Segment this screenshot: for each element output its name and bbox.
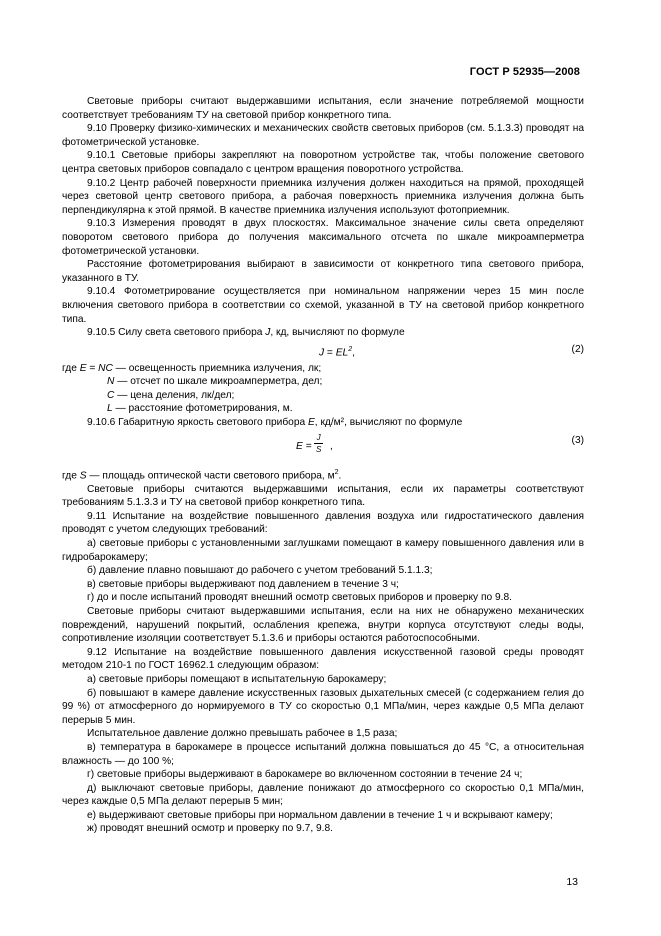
list-item: в) световые приборы выдерживают под давлением в течение 3 ч; — [87, 578, 399, 590]
legend-line: C — цена деления, лк/дел; — [107, 389, 235, 401]
paragraph: Световые приборы считают выдержавшими испытания, если на них не обнаружено механических повреждений, нарушений покрытий, ослабления крепежа, внутри корпуса отсутствуют следы воды, сопротивление изоляции соответствует 5.1.3.6 и приборы остаются работоспособными. — [62, 605, 584, 645]
list-item: д) выключают световые приборы, давление понижают до атмосферного со скоростью 0,1 МПа/мин, через каждые 0,5 МПа делают перерыв 5 мин; — [62, 782, 584, 808]
formula-number: (2) — [571, 343, 584, 355]
page-header: ГОСТ Р 52935—2008 — [469, 66, 580, 78]
legend-line: где E = NC — освещенность приемника излучения, лк; — [62, 362, 322, 374]
fraction: $\frac{J}{S}$ — [316, 432, 322, 454]
list-item: е) выдерживают световые приборы при нормальном давлении в течение 1 ч и вскрывают камеру; — [87, 809, 553, 821]
legend-line: где S — площадь оптической части светового прибора, $м^2$. — [62, 468, 342, 482]
paragraph: 9.11 Испытание на воздействие повышенного давления воздуха или гидростатического давления проводят с учетом следующих требований: — [62, 510, 584, 536]
formula-3: E = $\frac{J}{S}$ , (3) — [296, 432, 584, 454]
list-item: г) до и после испытаний проводят внешний осмотр световых приборов и проверку по 9.8. — [87, 592, 512, 604]
list-item: г) световые приборы выдерживают в барокамере во включенном состоянии в течение 24 ч; — [87, 769, 523, 781]
list-item: ж) проводят внешний осмотр и проверку по 9.7, 9.8. — [87, 823, 333, 835]
list-item: а) световые приборы с установленными заглушками помещают в камеру повышенного давления или в гидробарокамеру; — [62, 538, 584, 563]
formula-number: (3) — [571, 434, 584, 446]
paragraph: Световые приборы считают выдержавшими испытания, если значение потребляемой мощности соответствует требованиям ТУ на световой прибор конкретного типа. — [62, 96, 584, 121]
paragraph: 9.12 Испытание на воздействие повышенного давления искусственной газовой среды проводят методом 210-1 по ГОСТ 16962.1 следующим образом: — [62, 646, 584, 672]
document-body — [62, 95, 584, 836]
list-item: в) температура в барокамере в процессе испытаний должна повышаться до 45 °С, а относительная влажность — до 100 %; — [62, 741, 584, 767]
paragraph: 9.10.6 Габаритную яркость светового прибора E, кд/м², вычисляют по формуле — [87, 417, 463, 429]
legend-line: L — расстояние фотометрирования, м. — [107, 403, 293, 415]
paragraph: 9.10.2 Центр рабочей поверхности приемника излучения должен находиться на прямой, проходящей через световой центр светового прибора, а рабочая поверхность приемника излучения должна быть перпендикулярна к этой прямой. В качестве приемника излучения используют фотоприемник. — [62, 177, 584, 216]
legend-line: N — отсчет по шкале микроамперметра, дел; — [107, 376, 323, 388]
list-item: а) световые приборы помещают в испытательную барокамеру; — [87, 673, 387, 685]
paragraph: 9.10.1 Световые приборы закрепляют на поворотном устройстве так, чтобы положение светового центра световых приборов совпадало с центром вращения поворотного устройства. — [62, 150, 584, 175]
list-item: б) давление плавно повышают до рабочего с учетом требований 5.1.1.3; — [87, 565, 433, 577]
paragraph: 9.10.4 Фотометрирование осуществляется при номинальном напряжении через 15 мин после включения светового прибора в соответствии со схемой, указанной в ТУ на световой прибор конкретного типа. — [62, 286, 584, 325]
paragraph: 9.10.3 Измерения проводят в двух плоскостях. Максимальное значение силы света определяют поворотом светового прибора до получения максимального отсчета по шкале микроамперметра фотометрической установки. — [62, 218, 584, 257]
formula-2: $J = EL^2$, (2) — [319, 343, 584, 359]
paragraph: 9.10 Проверку физико-химических и механических свойств световых приборов (см. 5.1.3.3) проводят на фотометрической установке. — [62, 123, 584, 148]
paragraph: 9.10.5 Силу света светового прибора J, кд, вычисляют по формуле — [87, 327, 405, 339]
paragraph: Световые приборы считаются выдержавшими испытания, если их параметры соответствуют требованиям 5.1.3.3 и ТУ на световой прибор конкретного типа. — [62, 483, 584, 509]
list-item: б) повышают в камере давление искусственных газовых дыхательных смесей (с содержанием гелия до 99 %) от атмосферного до нормируемого в ТУ со скоростью 0,1 МПа/мин, через каждые 0,5 МПа делают перерыв 5 мин. — [62, 687, 584, 726]
page-number: 13 — [566, 876, 578, 888]
paragraph: Испытательное давление должно превышать рабочее в 1,5 раза; — [87, 728, 398, 740]
paragraph: Расстояние фотометрирования выбирают в зависимости от конкретного типа светового прибора, указанного в ТУ. — [62, 259, 584, 284]
